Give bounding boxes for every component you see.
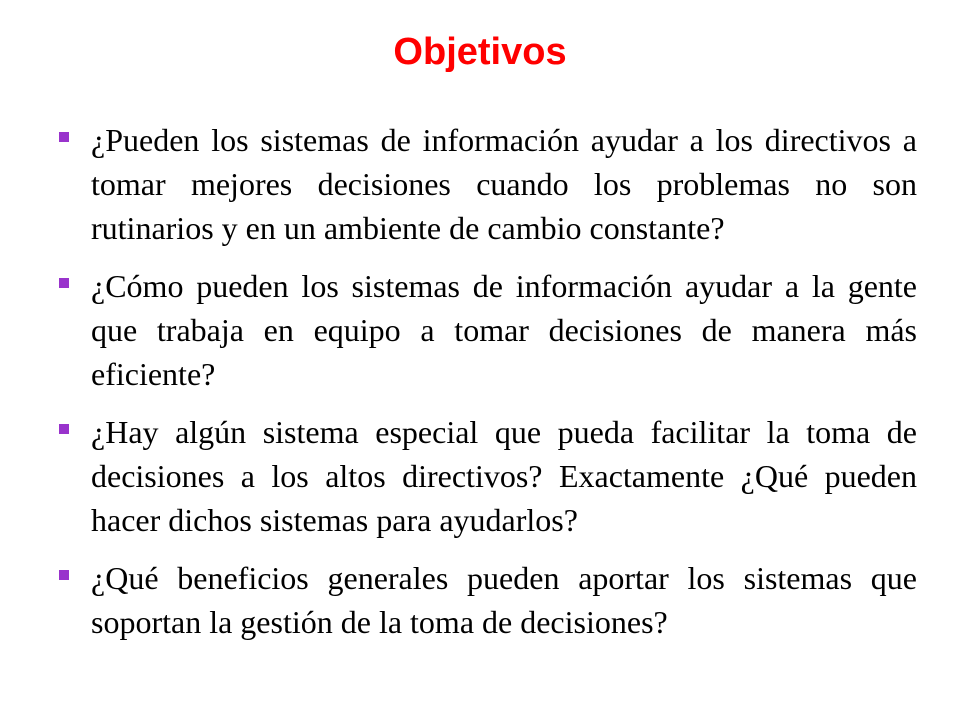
square-bullet-icon xyxy=(59,424,69,434)
slide-title: Objetivos xyxy=(393,31,567,73)
bullet-item xyxy=(57,264,917,396)
bullet-item xyxy=(57,410,917,542)
square-bullet-icon xyxy=(59,132,69,142)
bullet-text: ¿Cómo pueden los sistemas de información ayudar a la gente que trabaja en equipo a tomar decisiones de manera más eficiente? xyxy=(91,268,917,392)
square-bullet-icon xyxy=(59,278,69,288)
bullet-text: ¿Hay algún sistema especial que pueda facilitar la toma de decisiones a los altos directivos? Exactamente ¿Qué pueden hacer dichos sistemas para ayudarlos? xyxy=(91,414,917,538)
bullet-text: ¿Pueden los sistemas de información ayudar a los directivos a tomar mejores decisiones cuando los problemas no son rutinarios y en un ambiente de cambio constante? xyxy=(91,122,917,246)
bullet-list xyxy=(57,118,917,658)
bullet-item xyxy=(57,556,917,644)
bullet-item xyxy=(57,118,917,250)
bullet-text: ¿Qué beneficios generales pueden aportar los sistemas que soportan la gestión de la toma de decisiones? xyxy=(91,560,917,640)
square-bullet-icon xyxy=(59,570,69,580)
